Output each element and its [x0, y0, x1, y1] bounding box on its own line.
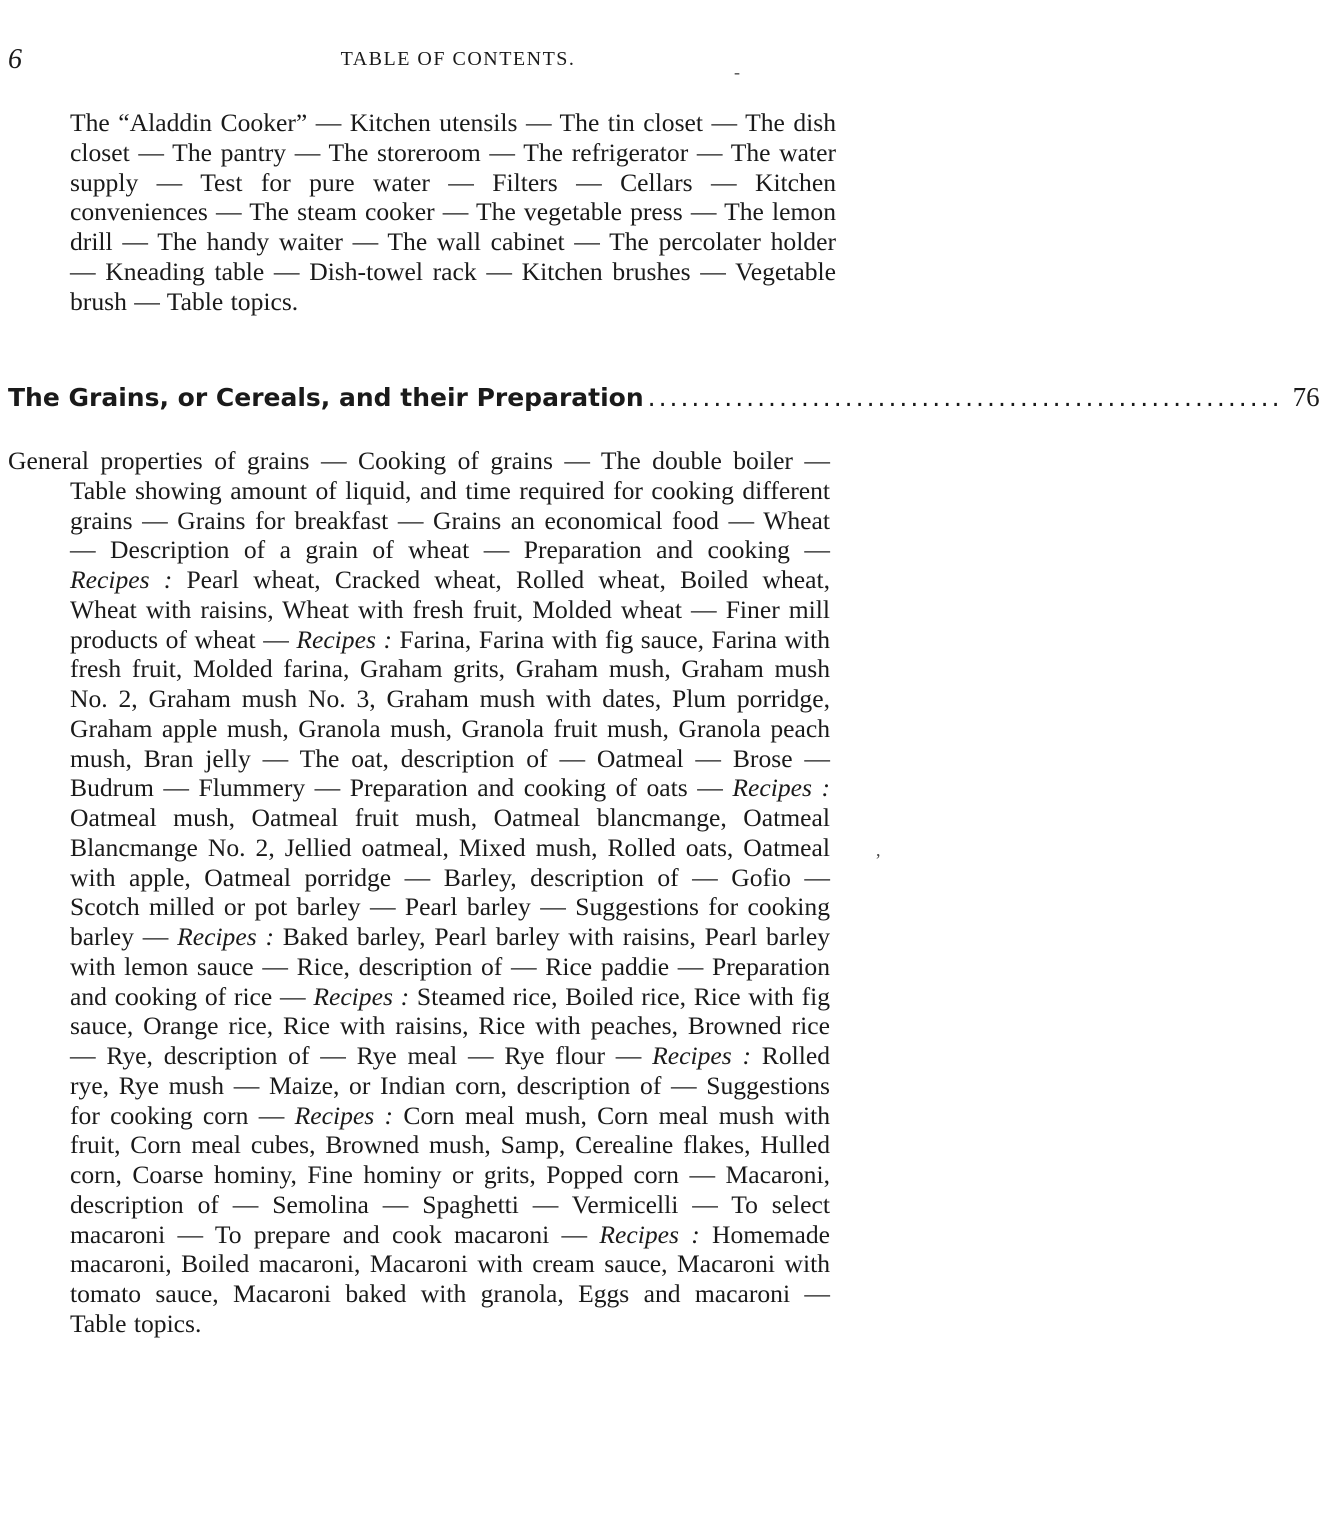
page-number: 6: [8, 44, 22, 75]
running-head: TABLE OF CONTENTS.: [340, 48, 576, 70]
recipes-label: Recipes :: [732, 773, 830, 803]
contents-text: Baked barley, Pearl barley with raisins, Pearl barley with lemon sauce — Rice, description of — Rice paddie — Preparation and cooking of rice —: [70, 922, 830, 1011]
dot-leader: ..........................................................: [647, 383, 1283, 412]
toc-entry-page: 76: [1292, 382, 1320, 412]
recipes-label: Recipes :: [599, 1219, 700, 1249]
contents-text: Rolled rye, Rye mush — Maize, or Indian corn, description of — Suggestions for cooking corn —: [70, 1041, 830, 1130]
chapter-contents-paragraph: The “Aladdin Cooker” — Kitchen utensils — The tin closet — The dish closet — The pantry — The storeroom — The refrigerator — The water supply — Test for pure water — Filters — Cellars — Kitchen conveniences — The steam cooker — The vegetable press — The lemon drill — The handy waiter — The wall cabinet — The percolater holder — Kneading table — Dish-towel rack — Kitchen brushes — Vegetable brush — Table topics.: [70, 108, 836, 316]
recipes-label: Recipes :: [70, 565, 173, 594]
stray-mark-margin: ,: [876, 840, 881, 860]
stray-mark-top: -: [734, 62, 740, 82]
toc-entry[interactable]: [8, 382, 1320, 413]
recipes-label: Recipes :: [296, 624, 392, 654]
contents-text: Pearl wheat, Cracked wheat, Rolled wheat, Boiled wheat, Wheat with raisins, Wheat with fresh fruit, Molded wheat — Finer mill products of wheat —: [70, 565, 830, 654]
section-contents-paragraph: [8, 446, 830, 1339]
recipes-label: Recipes :: [313, 981, 410, 1011]
contents-text: Homemade macaroni, Boiled macaroni, Macaroni with cream sauce, Macaroni with tomato sauce, Macaroni baked with granola, Eggs and macaroni — Table topics.: [70, 1219, 830, 1338]
contents-text: Steamed rice, Boiled rice, Rice with fig sauce, Orange rice, Rice with raisins, Rice with peaches, Browned rice — Rye, description of — Rye meal — Rye flour —: [70, 981, 830, 1070]
contents-text: General properties of grains — Cooking of grains — The double boiler — Table showing amount of liquid, and time required for cooking different grains — Grains for breakfast — Grains an economical food — Wheat — Description of a grain of wheat — Preparation and cooking —: [8, 446, 830, 565]
contents-text: Farina, Farina with fig sauce, Farina with fresh fruit, Molded farina, Graham grits, Graham mush, Graham mush No. 2, Graham mush No. 3, Graham mush with dates, Plum porridge, Graham apple mush, Granola mush, Granola fruit mush, Granola peach mush, Bran jelly — The oat, description of — Oatmeal — Brose — Budrum — Flummery — Preparation and cooking of oats —: [70, 624, 830, 803]
contents-text: Oatmeal mush, Oatmeal fruit mush, Oatmeal blancmange, Oatmeal Blancmange No. 2, Jellied oatmeal, Mixed mush, Rolled oats, Oatmeal with apple, Oatmeal porridge — Barley, description of — Gofio — Scotch milled or pot barley — Pearl barley — Suggestions for cooking barley —: [70, 803, 830, 951]
recipes-label: Recipes :: [294, 1100, 394, 1130]
toc-entry-title: The Grains, or Cereals, and their Preparation: [8, 383, 644, 412]
recipes-label: Recipes :: [652, 1041, 751, 1070]
contents-text: Corn meal mush, Corn meal mush with fruit, Corn meal cubes, Browned mush, Samp, Cerealine flakes, Hulled corn, Coarse hominy, Fine hominy or grits, Popped corn — Macaroni, description of — Semolina — Spaghetti — Vermicelli — To select macaroni — To prepare and cook macaroni —: [70, 1100, 831, 1249]
recipes-label: Recipes :: [177, 922, 274, 951]
